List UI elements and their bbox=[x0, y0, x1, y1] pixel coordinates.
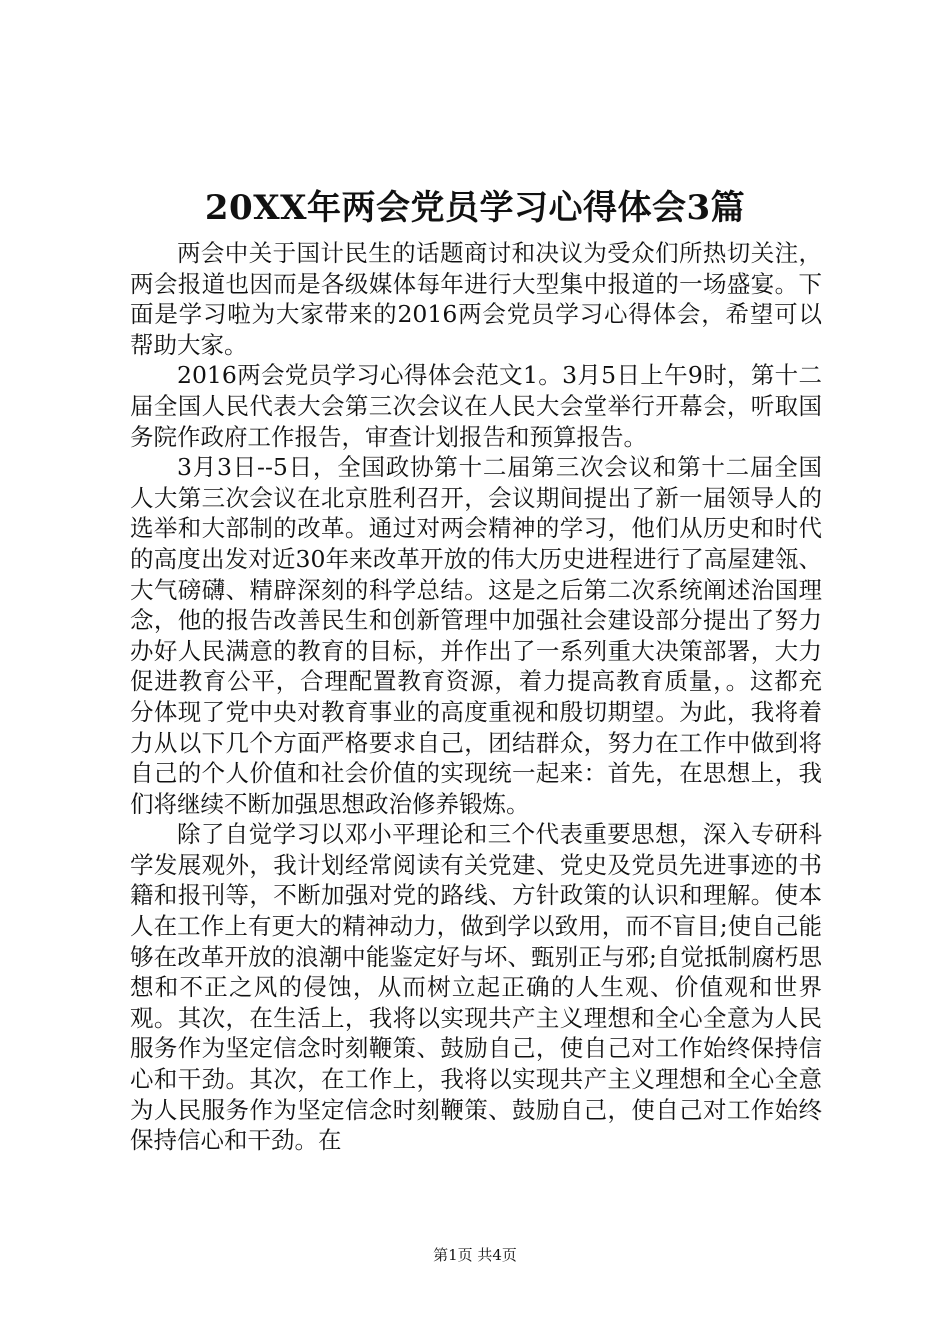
paragraph-study-plan: 除了自觉学习以邓小平理论和三个代表重要思想，深入专研科学发展观外，我计划经常阅读有关党建、党史及党员先进事迹的书籍和报刊等，不断加强对党的路线、方针政策的认识和理解。使本人在工作上有更大的精神动力，做到学以致用，而不盲目;使自己能够在改革开放的浪潮中能鉴定好与坏、甄别正与邪;自觉抵制腐朽思想和不正之风的侵蚀，从而树立起正确的人生观、价值观和世界观。其次，在生活上，我将以实现共产主义理想和全心全意为人民服务作为坚定信念时刻鞭策、鼓励自己，使自己对工作始终保持信心和干劲。其次，在工作上，我将以实现共产主义理想和全心全意为人民服务作为坚定信念时刻鞭策、鼓励自己，使自己对工作始终保持信心和干劲。在 bbox=[130, 820, 822, 1155]
paragraph-intro: 两会中关于国计民生的话题商讨和决议为受众们所热切关注，两会报道也因而是各级媒体每年进行大型集中报道的一场盛宴。下面是学习啦为大家带来的2016两会党员学习心得体会，希望可以帮助大家。 bbox=[130, 239, 822, 359]
document-body bbox=[130, 238, 822, 1156]
paragraph-example-1: 2016两会党员学习心得体会范文1。3月5日上午9时，第十二届全国人民代表大会第三次会议在人民大会堂举行开幕会，听取国务院作政府工作报告，审查计划报告和预算报告。 bbox=[130, 361, 822, 451]
page-number-footer: 第1页 共4页 bbox=[433, 1246, 517, 1264]
document-title: 20XX年两会党员学习心得体会3篇 bbox=[204, 188, 746, 228]
paragraph-meeting-summary: 3月3日--5日，全国政协第十二届第三次会议和第十二届全国人大第三次会议在北京胜利召开，会议期间提出了新一届领导人的选举和大部制的改革。通过对两会精神的学习，他们从历史和时代的高度出发对近30年来改革开放的伟大历史进程进行了高屋建瓴、大气磅礴、精辟深刻的科学总结。这是之后第二次系统阐述治国理念，他的报告改善民生和创新管理中加强社会建设部分提出了努力办好人民满意的教育的目标，并作出了一系列重大决策部署，大力促进教育公平，合理配置教育资源，着力提高教育质量，。这都充分体现了党中央对教育事业的高度重视和殷切期望。为此，我将着力从以下几个方面严格要求自己，团结群众，努力在工作中做到将自己的个人价值和社会价值的实现统一起来：首先，在思想上，我们将继续不断加强思想政治修养锻炼。 bbox=[130, 453, 822, 818]
